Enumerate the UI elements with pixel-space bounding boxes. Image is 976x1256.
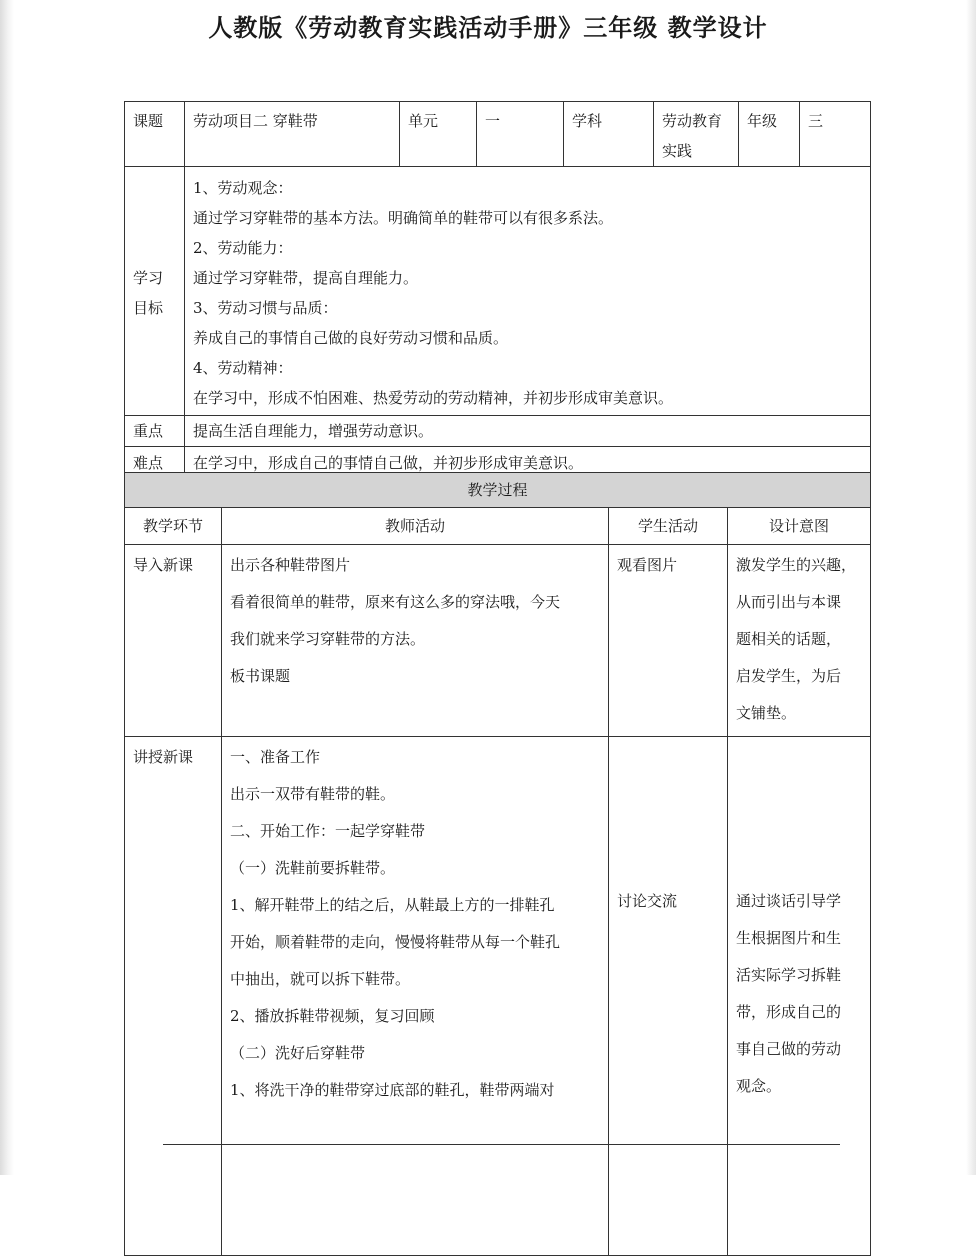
page-shadow-left xyxy=(0,0,14,1175)
goal-line: 养成自己的事情自己做的良好劳动习惯和品质。 xyxy=(193,329,509,347)
teacher-line: 出示各种鞋带图片 xyxy=(230,556,351,574)
unit-value: 一 xyxy=(477,102,564,167)
student-text: 讨论交流 xyxy=(617,892,678,910)
teacher-line: 我们就来学习穿鞋带的方法。 xyxy=(230,630,426,648)
process-row-intro xyxy=(125,545,871,737)
stage-cell xyxy=(125,737,222,1256)
subject-value: 劳动教育实践 xyxy=(654,102,739,167)
process-table xyxy=(124,472,871,1256)
stage-text: 讲授新课 xyxy=(133,748,194,766)
teacher-line: 2、播放拆鞋带视频，复习回顾 xyxy=(230,1007,435,1025)
intent-line: 文铺垫。 xyxy=(736,704,797,722)
grade-label: 年级 xyxy=(739,102,800,167)
info-row xyxy=(125,102,871,167)
process-row-new-lesson xyxy=(125,737,871,1256)
stage-text: 导入新课 xyxy=(133,556,194,574)
student-cell xyxy=(609,737,728,1256)
goals-row xyxy=(125,167,871,416)
student-cell xyxy=(609,545,728,737)
intent-line: 题相关的话题， xyxy=(736,630,842,648)
key-point-value: 提高生活自理能力，增强劳动意识。 xyxy=(185,416,871,447)
teacher-line: （二）洗好后穿鞋带 xyxy=(230,1044,366,1062)
intent-cell xyxy=(728,545,871,737)
unit-label: 单元 xyxy=(400,102,477,167)
key-point-row xyxy=(125,416,871,447)
teacher-cell xyxy=(222,545,609,737)
intent-line: 生根据图片和生 xyxy=(736,929,842,947)
goal-line: 通过学习穿鞋带的基本方法。明确简单的鞋带可以有很多系法。 xyxy=(193,209,614,227)
teacher-line: 中抽出，就可以拆下鞋带。 xyxy=(230,970,411,988)
header-stage: 教学环节 xyxy=(125,508,222,545)
stage-cell xyxy=(125,545,222,737)
goal-line: 在学习中，形成不怕困难、热爱劳动的劳动精神，并初步形成审美意识。 xyxy=(193,389,674,407)
intent-line: 启发学生，为后 xyxy=(736,667,842,685)
process-title: 教学过程 xyxy=(125,473,871,508)
difficulty-value: 在学习中，形成自己的事情自己做，并初步形成审美意识。 xyxy=(185,447,871,480)
footer-divider xyxy=(163,1144,840,1145)
process-header-row xyxy=(125,508,871,545)
header-student: 学生活动 xyxy=(609,508,728,545)
goal-line: 1、劳动观念： xyxy=(193,179,293,197)
goal-line: 4、劳动精神： xyxy=(193,359,293,377)
intent-line: 通过谈话引导学 xyxy=(736,892,842,910)
teacher-line: 出示一双带有鞋带的鞋。 xyxy=(230,785,396,803)
keti-value: 劳动项目二 穿鞋带 xyxy=(185,102,400,167)
teacher-line: 开始，顺着鞋带的走向，慢慢将鞋带从每一个鞋孔 xyxy=(230,933,561,951)
intent-line: 事自己做的劳动 xyxy=(736,1040,842,1058)
intent-line: 带，形成自己的 xyxy=(736,1003,842,1021)
process-title-row xyxy=(125,473,871,508)
goal-line: 3、劳动习惯与品质： xyxy=(193,299,338,317)
student-text: 观看图片 xyxy=(617,556,678,574)
teacher-line: 板书课题 xyxy=(230,667,291,685)
intent-line: 观念。 xyxy=(736,1077,782,1095)
page-shadow-right xyxy=(966,0,976,1175)
goals-content xyxy=(185,167,871,416)
intent-line: 激发学生的兴趣， xyxy=(736,556,857,574)
key-point-label: 重点 xyxy=(125,416,185,447)
header-teacher: 教师活动 xyxy=(222,508,609,545)
header-intent: 设计意图 xyxy=(728,508,871,545)
intent-line: 活实际学习拆鞋 xyxy=(736,966,842,984)
teacher-line: 一、准备工作 xyxy=(230,748,321,766)
subject-label: 学科 xyxy=(564,102,654,167)
goals-label: 学习目标 xyxy=(125,167,185,416)
teacher-line: 1、解开鞋带上的结之后，从鞋最上方的一排鞋孔 xyxy=(230,896,555,914)
goal-line: 2、劳动能力： xyxy=(193,239,293,257)
lesson-info-table xyxy=(124,101,871,480)
grade-value: 三 xyxy=(800,102,871,167)
intent-cell xyxy=(728,737,871,1256)
intent-line: 从而引出与本课 xyxy=(736,593,842,611)
keti-label: 课题 xyxy=(125,102,185,167)
difficulty-label: 难点 xyxy=(125,447,185,480)
goal-line: 通过学习穿鞋带，提高自理能力。 xyxy=(193,269,419,287)
teacher-line: 二、开始工作：一起学穿鞋带 xyxy=(230,822,426,840)
teacher-line: 1、将洗干净的鞋带穿过底部的鞋孔，鞋带两端对 xyxy=(230,1081,555,1099)
teacher-cell xyxy=(222,737,609,1256)
document-title: 人教版《劳动教育实践活动手册》三年级 教学设计 xyxy=(208,14,768,42)
teacher-line: （一）洗鞋前要拆鞋带。 xyxy=(230,859,396,877)
teacher-line: 看着很简单的鞋带，原来有这么多的穿法哦，今天 xyxy=(230,593,561,611)
